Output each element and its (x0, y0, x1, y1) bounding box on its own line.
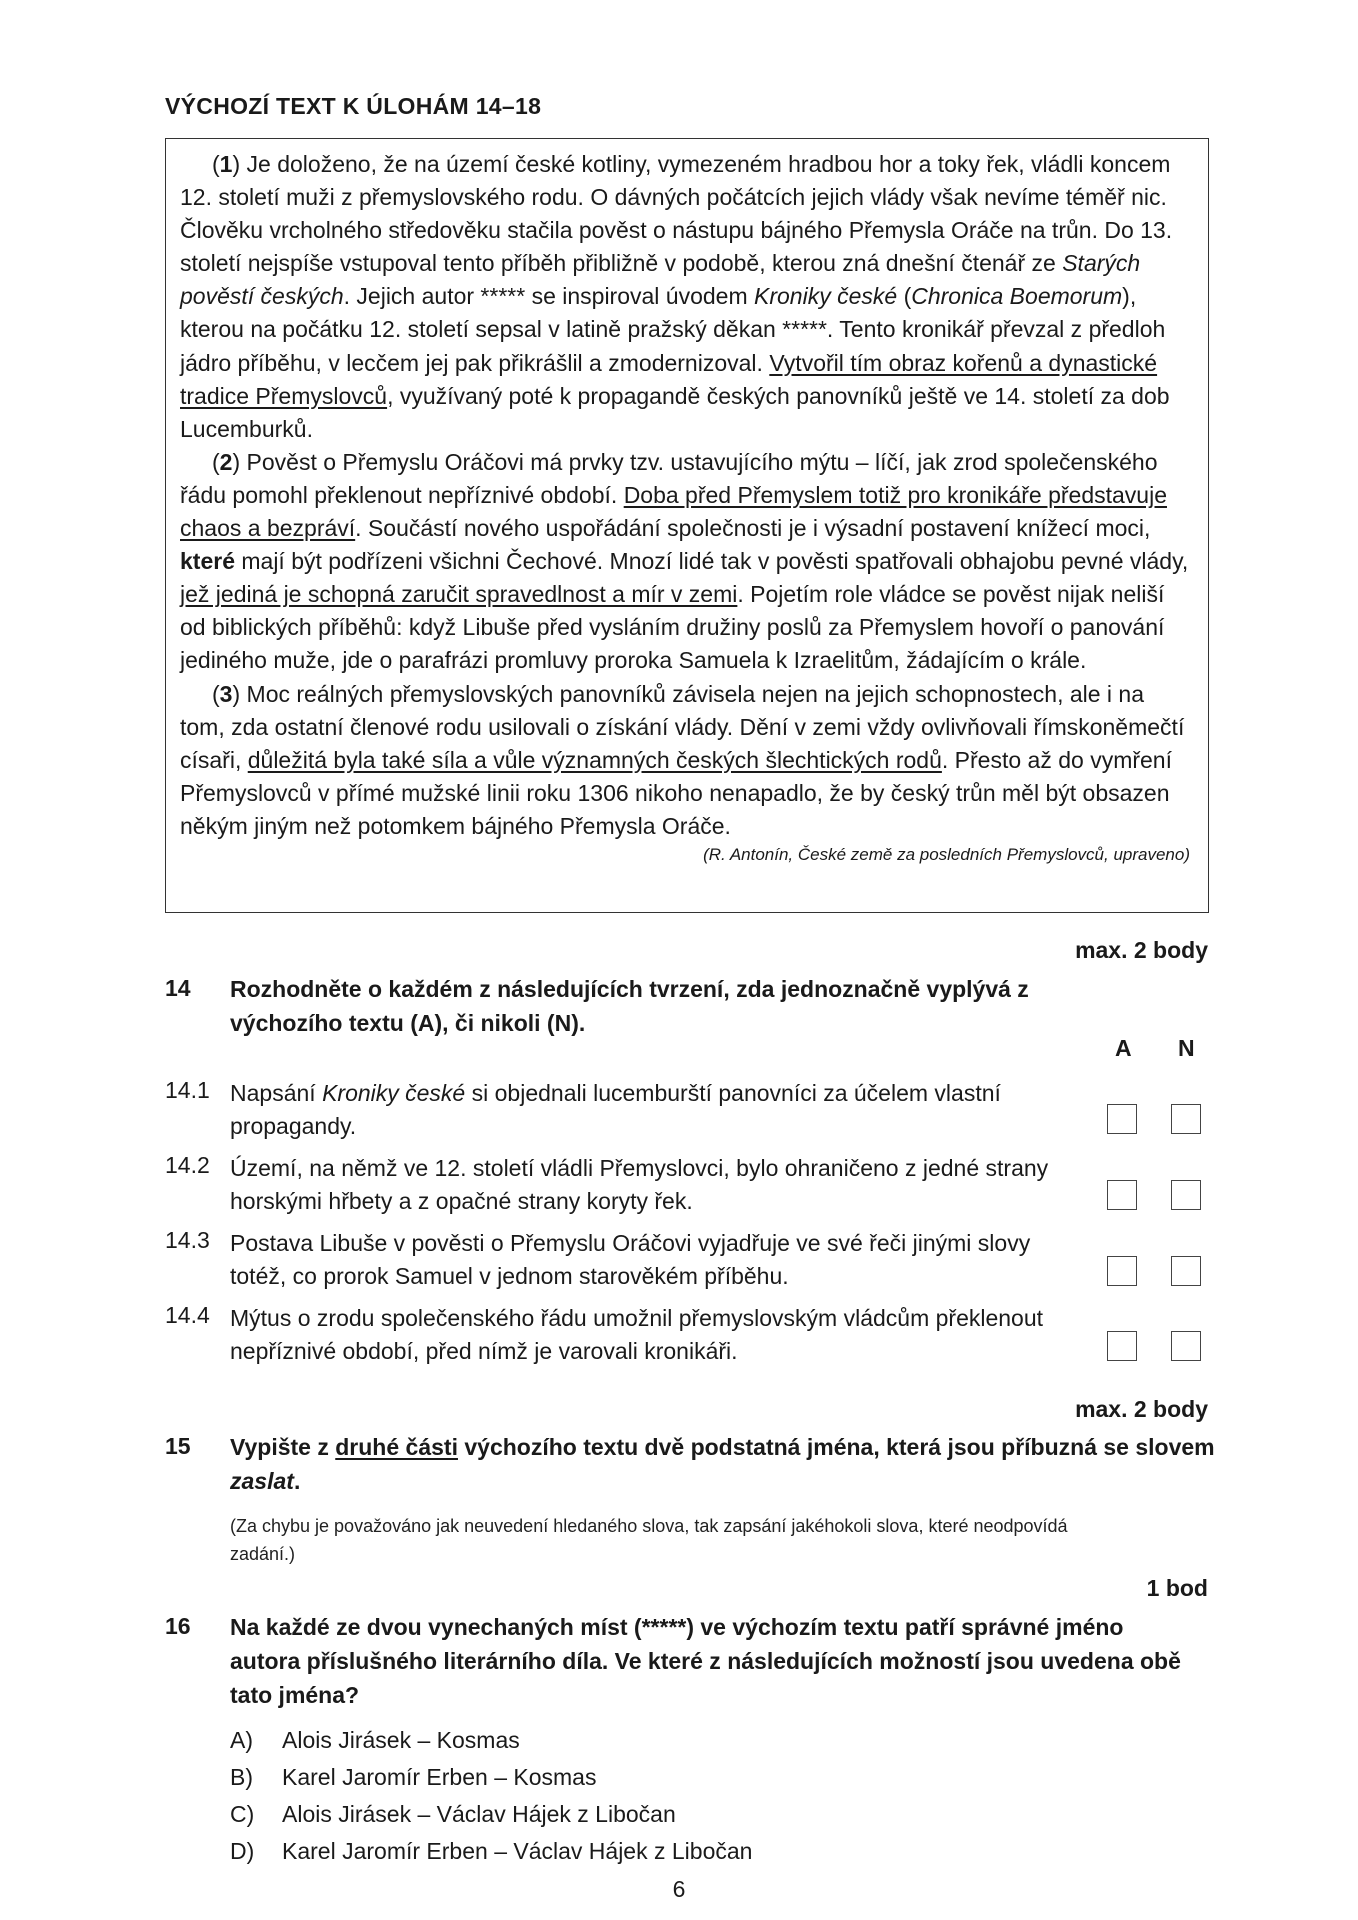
statement-number: 14.2 (165, 1152, 210, 1178)
underlined-phrase: jež jediná je schopná zaručit spravedlnost a mír v zemi (180, 581, 738, 608)
q15-max-points: max. 2 body (1075, 1396, 1208, 1422)
checkbox-14-2-a[interactable] (1107, 1180, 1137, 1210)
q16-max-points: 1 bod (1146, 1575, 1208, 1601)
checkbox-14-4-a[interactable] (1107, 1331, 1137, 1361)
statement-text: Mýtus o zrodu společenského řádu umožnil přemyslovským vládcům překlenout nepříznivé období, před nímž je varovali kronikáři. (230, 1305, 1044, 1364)
section-heading: VÝCHOZÍ TEXT K ÚLOHÁM 14–18 (165, 93, 542, 119)
page-number: 6 (672, 1876, 686, 1902)
citation: (R. Antonín, České země za posledních Přemyslovců, upraveno) (703, 844, 1190, 864)
statement-number: 14.4 (165, 1302, 210, 1328)
paragraph-1: (1) Je doloženo, že na území české kotliny, vymezeném hradbou hor a toky řek, vládli koncem 12. století muži z přemyslovského rodu. O dávných počátcích jejich vlády však nevíme téměř nic. Člověku vrcholného středověku stačila pověst o nástupu bájného Přemysla Oráče na trůn. Do 13. století nejspíše vstupoval tento příběh přibližně v podobě, kterou zná dnešní čtenář ze Starých pověstí českých. Jejich autor ***** se inspiroval úvodem Kroniky české (Chronica Boemorum), kterou na počátku 12. století sepsal v latině pražský děkan *****. Tento kronikář převzal z předloh jádro příběhu, v lecčem jej pak přikrášlil a zmodernizoval. Vytvořil tím obraz kořenů a dynastické tradice Přemyslovců, využívaný poté k propagandě českých panovníků ještě ve 14. století za dob Lucemburků. (180, 151, 1173, 442)
statement-number: 14.1 (165, 1077, 210, 1103)
q15-number: 15 (165, 1433, 191, 1459)
paragraph-number: 2 (219, 448, 233, 475)
checkbox-14-4-n[interactable] (1171, 1331, 1201, 1361)
checkbox-14-2-n[interactable] (1171, 1180, 1201, 1210)
q15-note: (Za chybu je považováno jak neuvedení hledaného slova, tak zapsání jakéhokoli slova, které neodpovídá zadání.) (230, 1516, 1068, 1564)
bold-word: které (180, 548, 235, 575)
paragraph-number: 1 (219, 151, 233, 177)
q14-max-points: max. 2 body (1075, 937, 1208, 963)
q16-instruction: Na každé ze dvou vynechaných míst (*****) ve výchozím textu patří správné jméno autora příslušného literárního díla. Ve které z následujících možností jsou uvedena obě tato jména? (230, 1614, 1181, 1708)
q15-instruction: Vypište z druhé části výchozího textu dvě podstatná jména, která jsou příbuzná se slovem zaslat. (230, 1434, 1215, 1494)
statement-text: Území, na němž ve 12. století vládli Přemyslovci, bylo ohraničeno z jedné strany horskými hřbety a z opačné strany koryty řek. (230, 1155, 1049, 1214)
checkbox-14-3-n[interactable] (1171, 1256, 1201, 1286)
column-header-a: A (1115, 1035, 1132, 1061)
statement-text: Postava Libuše v pověsti o Přemyslu Oráčovi vyjadřuje ve své řeči jinými slovy totéž, co prorok Samuel v jednom starověkém příběhu. (230, 1230, 1031, 1289)
paragraph-2: (2) Pověst o Přemyslu Oráčovi má prvky tzv. ustavujícího mýtu – líčí, jak zrod společenského řádu pomohl překlenout nepříznivé období. Doba před Přemyslem totiž pro kronikáře představuje chaos a bezpráví. Součástí nového uspořádání společnosti je i výsadní postavení knížecí moci, které mají být podřízeni všichni Čechové. Mnozí lidé tak v pověsti spatřovali obhajobu pevné vlády, jež jediná je schopná zaručit spravedlnost a mír v zemi. Pojetím role vládce se pověst nijak neliší od biblických příběhů: když Libuše před vysláním družiny poslů za Přemyslem hovoří o panování jediného muže, jde o parafrázi promluvy proroka Samuela k Izraelitům, žádajícím o krále. (180, 448, 1189, 674)
q16-number: 16 (165, 1613, 191, 1639)
q16-option-c[interactable]: C) Alois Jirásek – Václav Hájek z Libočan (230, 1801, 676, 1827)
statement-text: Napsání Kroniky české si objednali lucemburští panovníci za účelem vlastní propagandy. (230, 1080, 1001, 1139)
checkbox-14-1-a[interactable] (1107, 1104, 1137, 1134)
statement-number: 14.3 (165, 1227, 210, 1253)
paragraph-number: 3 (219, 680, 233, 707)
source-text-box (165, 138, 1209, 913)
column-header-n: N (1178, 1035, 1195, 1061)
q16-option-b[interactable]: B) Karel Jaromír Erben – Kosmas (230, 1764, 597, 1790)
underlined-phrase: důležitá byla také síla a vůle významných českých šlechtických rodů (247, 746, 942, 773)
q14-number: 14 (165, 975, 191, 1001)
underlined-phrase: Doba před Přemyslem totiž pro kronikáře představuje chaos a bezpráví (180, 481, 1167, 542)
q16-option-d[interactable]: D) Karel Jaromír Erben – Václav Hájek z Libočan (230, 1838, 753, 1864)
underlined-phrase: Vytvořil tím obraz kořenů a dynastické tradice Přemyslovců (180, 349, 1158, 409)
paragraph-3: (3) Moc reálných přemyslovských panovníků závisela nejen na jejich schopnostech, ale i na tom, zda ostatní členové rodu usilovali o získání vlády. Dění v zemi vždy ovlivňovali římskoněmečtí císaři, důležitá byla také síla a vůle významných českých šlechtických rodů. Přesto až do vymření Přemyslovců v přímé mužské linii roku 1306 nikoho nenapadlo, že by český trůn měl být obsazen někým jiným než potomkem bájného Přemysla Oráče. (180, 680, 1185, 839)
q16-option-a[interactable]: A) Alois Jirásek – Kosmas (230, 1727, 520, 1753)
checkbox-14-1-n[interactable] (1171, 1104, 1201, 1134)
checkbox-14-3-a[interactable] (1107, 1256, 1137, 1286)
q14-instruction: Rozhodněte o každém z následujících tvrzení, zda jednoznačně vyplývá z výchozího textu (A), či nikoli (N). (230, 976, 1029, 1036)
